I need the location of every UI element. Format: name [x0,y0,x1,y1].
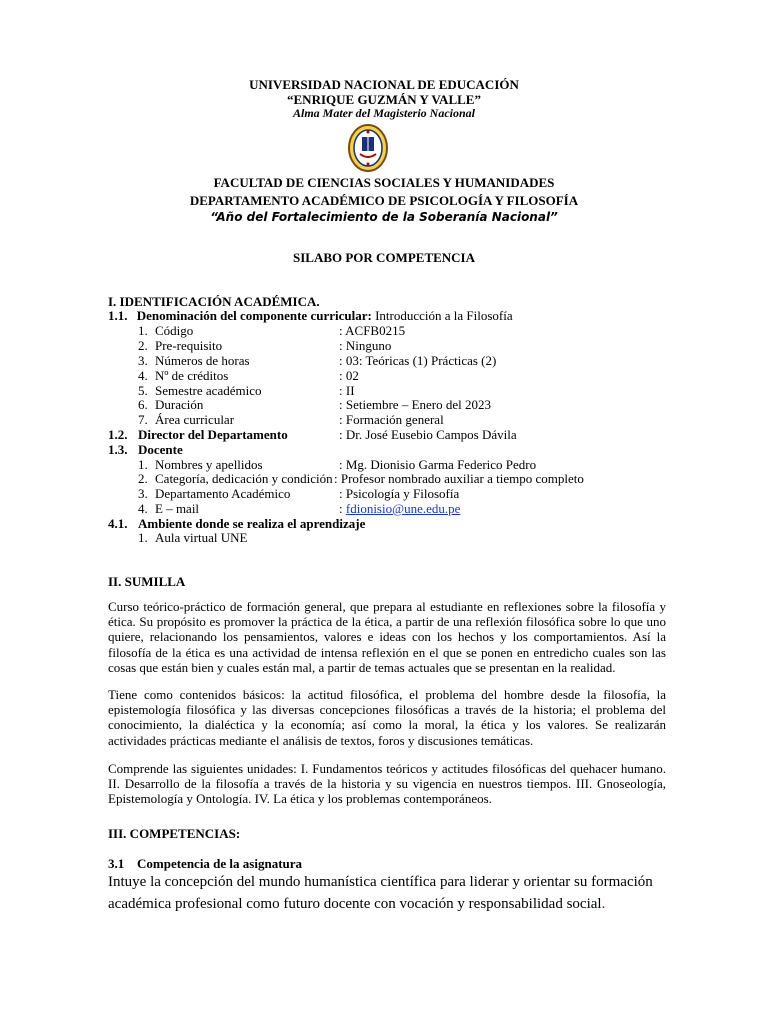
item-number: 1. [138,530,148,545]
item-number: 3. [138,353,148,368]
item-number: 7. [138,412,148,427]
sumilla-paragraph-3: Comprende las siguientes unidades: I. Fundamentos teóricos y actitudes filosóficas del quehacer humano. II. Desarrollo de la filosofía a través de la historia y su vigencia en nuestros tiempos. III. Gnoseología, Epistemología y Ontología. IV. La ética y los problemas contemporáneos. [108,761,666,807]
item-label: Duración [155,397,204,412]
item-number: 4. [138,368,148,383]
section-2-heading: II. SUMILLA [108,574,186,589]
department-director-value: : Dr. José Eusebio Campos Dávila [339,427,517,442]
learning-environment-value: Aula virtual UNE [155,530,248,545]
university-honoree: “ENRIQUE GUZMÁN Y VALLE” [287,92,481,107]
competence-end-mark: . [601,896,606,912]
document-title: SILABO POR COMPETENCIA [292,250,476,265]
item-value: : 03: Teóricas (1) Prácticas (2) [339,353,497,368]
item-number: 1. [138,457,148,472]
alma-mater-text: Alma Mater del Magisterio Nacional [292,106,475,120]
item-label: Nombres y apellidos [155,457,263,472]
item-number: 4. [138,501,148,516]
item-value: : ACFB0215 [339,323,406,338]
row-number: 1.3. [108,442,128,457]
item-value: : Formación general [339,412,444,427]
item-value: : 02 [339,368,359,383]
sumilla-paragraph-1: Curso teórico-práctico de formación general, que prepara al estudiante en reflexiones sobre la filosofía y ética. Su propósito es promover la práctica de la ética, a partir de una reflexión filosófica sobre lo que uno quiere, relacionando los pensamientos, valores e ideas con los hechos y los comportamientos. Así la filosofía de la ética es una actividad de intensa reflexión en el que se ponen en entredicho cuales son las cosas que están bien y cuales están mal, a partir de temas actuales que se presentan en la realidad. [108,599,666,675]
competence-text-line-2 [108,893,605,915]
section-3-heading: III. COMPETENCIAS: [108,826,241,841]
curricular-component-label: Denominación del componente curricular: [136,308,372,323]
row-number: 4.1. [108,516,128,531]
row-number: 3.1 [108,856,125,871]
item-number: 6. [138,397,148,412]
item-number: 2. [138,338,148,353]
learning-environment-label: Ambiente donde se realiza el aprendizaje [138,516,366,531]
item-label: Área curricular [155,412,235,427]
docente-label: Docente [138,442,183,457]
item-number: 2. [138,471,148,486]
competence-text: académica profesional como futuro docente con vocación y responsabilidad social [108,896,602,912]
curricular-component-value: Introducción a la Filosofía [371,308,513,323]
item-label: Nº de créditos [155,368,229,383]
row-number: 1.1. [108,308,128,323]
item-label: Números de horas [155,353,250,368]
item-value: : Mg. Dionisio Garma Federico Pedro [339,457,537,472]
competence-text-line-1: Intuye la concepción del mundo humanística científica para liderar y orientar su formación [108,874,653,890]
item-label: Departamento Académico [155,486,291,501]
item-number: 3. [138,486,148,501]
sumilla-paragraph-2: Tiene como contenidos básicos: la actitud filosófica, el problema del hombre desde la filosofía, la epistemología filosófica y las diversas concepciones filosóficas a través de la historia; el problema del conocimiento, la dialéctica y la economía; así como la moral, la ética y los valores. Se realizarán actividades prácticas mediante el análisis de textos, foros y discusiones temáticas. [108,687,666,748]
item-label: Categoría, dedicación y condición [155,471,333,486]
item-value: : Profesor nombrado auxiliar a tiempo completo [334,471,584,486]
item-value: : Ninguno [339,338,392,353]
email-colon: : [339,501,346,516]
university-name: UNIVERSIDAD NACIONAL DE EDUCACIÓN [249,77,519,92]
department-director-label: Director del Departamento [138,427,288,442]
year-motto: “Año del Fortalecimiento de la Soberanía Nacional” [210,210,558,224]
item-value: : Psicología y Filosofía [339,486,460,501]
department-name: DEPARTAMENTO ACADÉMICO DE PSICOLOGÍA Y FILOSOFÍA [189,193,579,208]
email-row [339,501,460,516]
item-number: 5. [138,383,148,398]
section-1-heading: I. IDENTIFICACIÓN ACADÉMICA. [108,294,320,309]
item-label: Pre-requisito [155,338,223,353]
item-value: : Setiembre – Enero del 2023 [339,397,491,412]
item-label: Código [155,323,194,338]
item-label: Semestre académico [155,383,262,398]
curricular-component-row [108,308,513,323]
email-link[interactable]: fdionisio@une.edu.pe [345,501,461,516]
competence-subheading: Competencia de la asignatura [137,856,303,871]
email-label: E – mail [155,501,200,516]
item-number: 1. [138,323,148,338]
item-value: : II [339,383,355,398]
university-seal-icon [343,123,393,173]
row-number: 1.2. [108,427,128,442]
faculty-name: FACULTAD DE CIENCIAS SOCIALES Y HUMANIDADES [213,175,555,190]
